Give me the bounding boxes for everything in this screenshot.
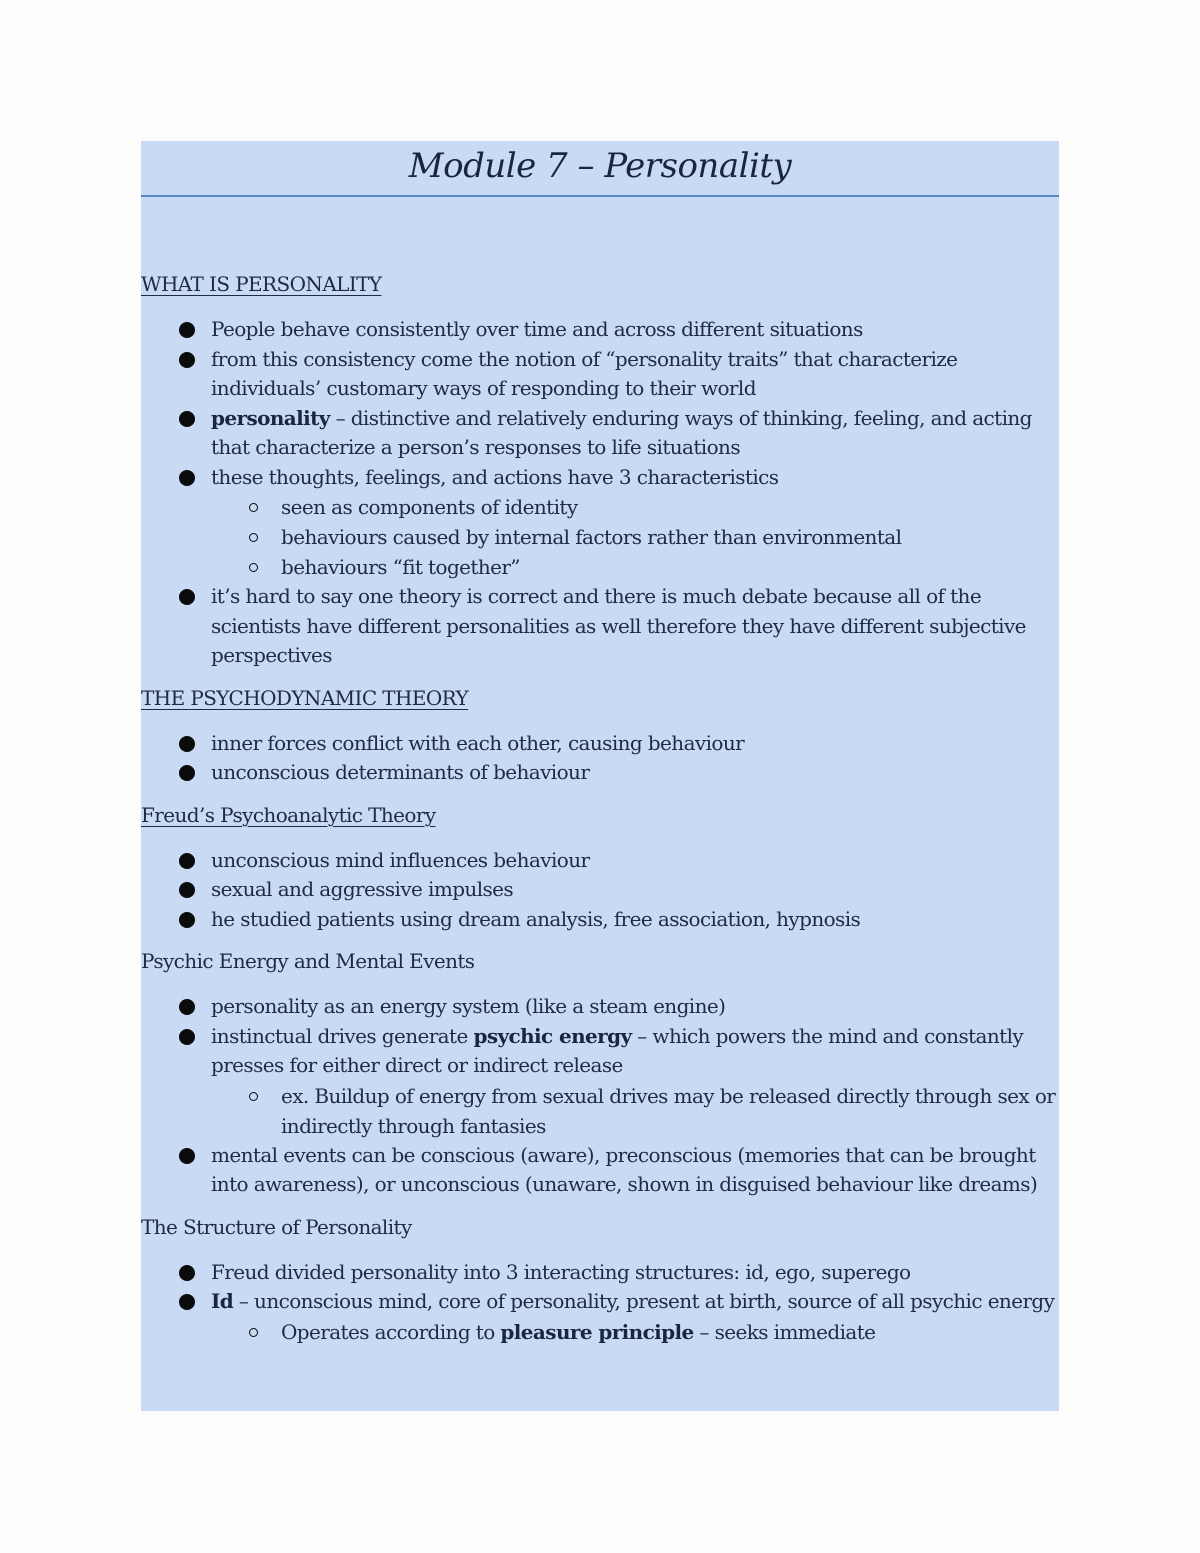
sub-list bbox=[211, 1081, 1057, 1141]
bullet-list bbox=[141, 1258, 1059, 1347]
bullet-list bbox=[141, 729, 1059, 788]
sub-list bbox=[211, 492, 1057, 582]
bullet-icon bbox=[179, 736, 195, 752]
sub-list-item: Operates according to pleasure principle – seeks immediate bbox=[141, 1317, 1057, 1347]
bullet-icon bbox=[179, 1029, 195, 1045]
bullet-icon bbox=[179, 470, 195, 486]
list-item: he studied patients using dream analysis, free association, hypnosis bbox=[141, 905, 1059, 935]
bullet-icon bbox=[179, 352, 195, 368]
list-item: sexual and aggressive impulses bbox=[141, 875, 1059, 905]
sub-list-item: seen as components of identity bbox=[141, 492, 1057, 522]
hollow-bullet-icon bbox=[249, 503, 258, 512]
page-title: Module 7 – Personality bbox=[141, 141, 1059, 197]
sub-list-item: ex. Buildup of energy from sexual drives may be released directly through sex or indirectly through fantasies bbox=[141, 1081, 1057, 1141]
section-heading-freud-psychoanalytic: Freud’s Psychoanalytic Theory bbox=[141, 802, 436, 827]
sub-list-item: behaviours “fit together” bbox=[141, 552, 1057, 582]
bullet-icon bbox=[179, 1148, 195, 1164]
bullet-icon bbox=[179, 589, 195, 605]
list-item: instinctual drives generate psychic energy – which powers the mind and constantly presses for either direct or indirect release ex. Buildup of energy from sexual drives may be released directly through sex or indirectly through fantasies bbox=[141, 1022, 1059, 1141]
list-item: personality – distinctive and relatively enduring ways of thinking, feeling, and acting that characterize a person’s responses to life situations bbox=[141, 404, 1059, 463]
term-pleasure-principle: pleasure principle bbox=[500, 1319, 694, 1344]
bullet-list bbox=[141, 846, 1059, 935]
hollow-bullet-icon bbox=[249, 1328, 258, 1337]
section-heading-psychodynamic-theory: THE PSYCHODYNAMIC THEORY bbox=[141, 685, 469, 710]
bullet-icon bbox=[179, 1265, 195, 1281]
hollow-bullet-icon bbox=[249, 1092, 258, 1101]
list-item: these thoughts, feelings, and actions have 3 characteristics seen as components of identity behaviours caused by internal factors rather than environmental behaviours “fit together” bbox=[141, 463, 1059, 583]
sub-list-item: behaviours caused by internal factors rather than environmental bbox=[141, 522, 1057, 552]
bullet-icon bbox=[179, 999, 195, 1015]
bullet-icon bbox=[179, 853, 195, 869]
list-item: it’s hard to say one theory is correct and there is much debate because all of the scientists have different personalities as well therefore they have different subjective perspectives bbox=[141, 582, 1059, 671]
section-heading-what-is-personality: WHAT IS PERSONALITY bbox=[141, 272, 382, 296]
list-item: personality as an energy system (like a steam engine) bbox=[141, 992, 1059, 1022]
term-personality: personality bbox=[211, 405, 330, 430]
notes-page bbox=[141, 141, 1059, 1411]
hollow-bullet-icon bbox=[249, 533, 258, 542]
hollow-bullet-icon bbox=[249, 563, 258, 572]
section-heading-psychic-energy: Psychic Energy and Mental Events bbox=[141, 949, 475, 973]
bullet-list bbox=[141, 992, 1059, 1200]
list-item: inner forces conflict with each other, causing behaviour bbox=[141, 729, 1059, 759]
bullet-icon bbox=[179, 765, 195, 781]
term-psychic-energy: psychic energy bbox=[473, 1023, 632, 1048]
term-id: Id bbox=[211, 1289, 234, 1313]
bullet-icon bbox=[179, 912, 195, 928]
list-item: unconscious determinants of behaviour bbox=[141, 758, 1059, 788]
section-heading-structure-of-personality: The Structure of Personality bbox=[141, 1214, 412, 1239]
list-item: Id – unconscious mind, core of personality, present at birth, source of all psychic energy Operates according to pleasure principle – seeks immediate bbox=[141, 1287, 1059, 1347]
sub-list bbox=[211, 1317, 1057, 1347]
list-item: Freud divided personality into 3 interacting structures: id, ego, superego bbox=[141, 1258, 1059, 1288]
notes-content bbox=[141, 197, 1059, 1347]
bullet-icon bbox=[179, 411, 195, 427]
list-item: unconscious mind influences behaviour bbox=[141, 846, 1059, 876]
list-item: from this consistency come the notion of “personality traits” that characterize individuals’ customary ways of responding to their world bbox=[141, 345, 1059, 404]
bullet-icon bbox=[179, 1294, 195, 1310]
list-item: People behave consistently over time and across different situations bbox=[141, 315, 1059, 345]
bullet-icon bbox=[179, 882, 195, 898]
bullet-icon bbox=[179, 322, 195, 338]
bullet-list bbox=[141, 315, 1059, 671]
list-item: mental events can be conscious (aware), preconscious (memories that can be brought into awareness), or unconscious (unaware, shown in disguised behaviour like dreams) bbox=[141, 1141, 1059, 1200]
